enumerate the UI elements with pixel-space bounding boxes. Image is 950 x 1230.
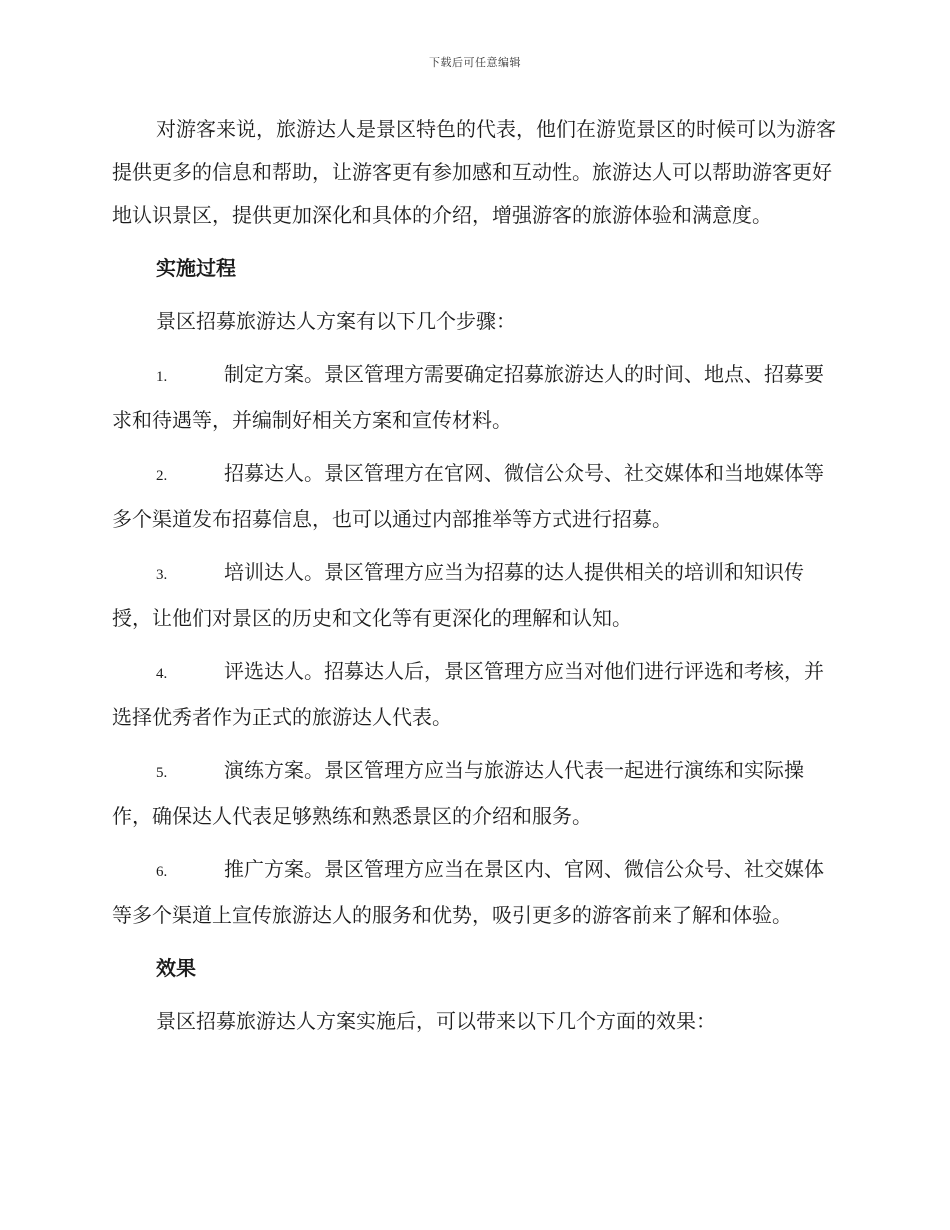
step-text: 培训达人。景区管理方应当为招募的达人提供相关的培训和知识传授，让他们对景区的历史和文化等有更深化的理解和认知。 [112, 560, 804, 630]
page-header: 下载后可任意编辑 [429, 56, 521, 69]
step-item-1 [112, 353, 837, 442]
step-number: 3. [156, 567, 168, 583]
document-body [112, 108, 837, 1053]
process-lead-paragraph: 景区招募旅游达人方案有以下几个步骤： [156, 309, 516, 333]
step-item-5 [112, 749, 837, 838]
step-item-3 [112, 551, 837, 640]
step-text: 推广方案。景区管理方应当在景区内、官网、微信公众号、社交媒体等多个渠道上宣传旅游达人的服务和优势，吸引更多的游客前来了解和体验。 [112, 857, 824, 927]
intro-paragraph: 对游客来说，旅游达人是景区特色的代表，他们在游览景区的时候可以为游客提供更多的信息和帮助，让游客更有参加感和互动性。旅游达人可以帮助游客更好地认识景区，提供更加深化和具体的介绍，增强游客的旅游体验和满意度。 [112, 117, 836, 227]
step-number: 1. [156, 369, 168, 385]
step-item-2 [112, 452, 837, 541]
section-heading-effect: 效果 [156, 956, 196, 980]
step-text: 制定方案。景区管理方需要确定招募旅游达人的时间、地点、招募要求和待遇等，并编制好相关方案和宣传材料。 [112, 362, 824, 432]
step-number: 6. [156, 864, 168, 880]
step-number: 4. [156, 666, 168, 682]
step-number: 2. [156, 468, 168, 484]
effect-lead-paragraph: 景区招募旅游达人方案实施后，可以带来以下几个方面的效果： [156, 1009, 716, 1033]
step-number: 5. [156, 765, 168, 781]
section-heading-process: 实施过程 [156, 256, 236, 280]
step-item-6 [112, 848, 837, 937]
step-text: 招募达人。景区管理方在官网、微信公众号、社交媒体和当地媒体等多个渠道发布招募信息，也可以通过内部推举等方式进行招募。 [112, 461, 824, 531]
step-item-4 [112, 650, 837, 739]
step-text: 演练方案。景区管理方应当与旅游达人代表一起进行演练和实际操作，确保达人代表足够熟练和熟悉景区的介绍和服务。 [112, 758, 804, 828]
step-text: 评选达人。招募达人后，景区管理方应当对他们进行评选和考核，并选择优秀者作为正式的旅游达人代表。 [112, 659, 824, 729]
